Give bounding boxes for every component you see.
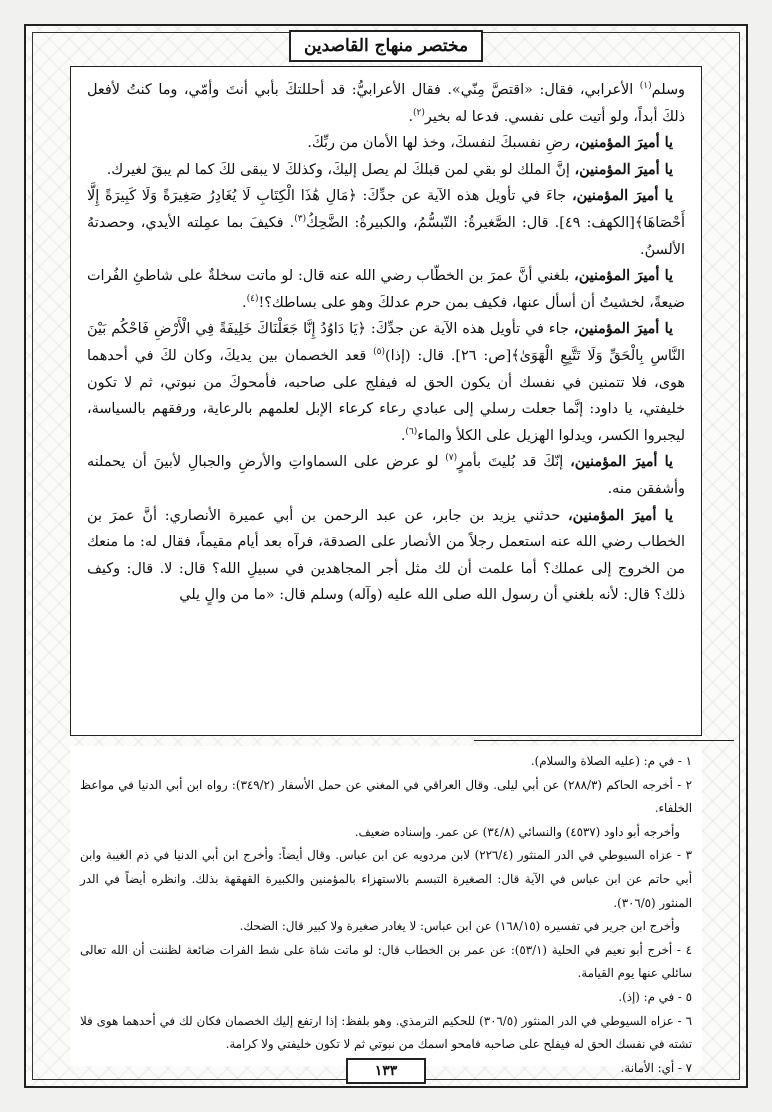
footnote-ref: (٥) [373,347,385,358]
paragraph-text: حدثني يزيد بن جابر، عن عبد الرحمن بن أبي عميرة الأنصاري: أنَّ عمرَ بن الخطاب رضي الله عنه استعمل رجلاً من الأنصار على الصدقة، فرآه بعد أيام مقيماً، فقال له: ما منعك من الخروج إلى عملك؟ أما علمت أن لك مثل أجر المجاهدين في سبيلِ الله؟ قال: لا. قال: وكيف ذلك؟ قال: لأنه بلغني أن رسول الله صلى الله عليه (وآله) وسلم قال: «ما من والٍ يلي [87,507,685,604]
paragraph-text: رضِ نفسبكَ لنفسكَ، وخذ لها الأمان من ربِّكَ. [307,135,575,152]
paragraph-text: . فكيفَ بما عمِلته الأيدي، وحصدتهُ الألسنُ. [87,214,685,258]
footnote-ref: (١) [639,81,652,92]
paragraph [87,263,685,316]
page-number-box [346,1058,426,1084]
footnote: ٢ - أخرجه الحاكم (٢٨٨/٣) عن أبي ليلى. وقال العراقي في المغني عن حمل الأسفار (٣٤٩/٢): رواه ابن أبي الدنيا في مواعظ الخلفاء. [80,777,692,816]
paragraph [87,449,685,502]
paragraph [87,316,685,449]
footnote: وأخرجه أبو داود (٤٥٣٧) والنسائي (٣٤/٨) عن عمر. وإسناده ضعيف. [354,824,680,839]
address-phrase: يا أميرَ المؤمنين، [571,187,674,205]
paragraph-text: . [242,294,247,311]
paragraph-text: . [400,427,406,444]
footnote-separator [474,740,734,741]
address-phrase: يا أميرَ المؤمنين، [574,134,673,152]
address-phrase: يا أميرَ المؤمنين، [573,320,673,338]
running-header [289,30,483,62]
paragraph [87,130,685,157]
paragraph-text: إنّكَ قد بُليتَ بأمرٍ [457,454,571,471]
paragraph-text: . [408,108,414,125]
footnote: ١ - في م: (عليه الصلاة والسلام). [530,754,692,768]
paragraph-text: لو عرض على السماواتِ والأرضِ والجبالِ لأبينَ أن يحملنه وأشفقن منه. [87,454,685,497]
paragraph-text: جاء في تأويل هذه الآية عن جدِّكَ: ﴿يَا دَاوُدُ إِنَّا جَعَلْنَاكَ خَلِيفَةً فِي الْأَرْضِ فَاحْكُم بَيْنَ النَّاسِ بِالْحَقِّ وَلَا تَتَّبِعِ الْهَوَىٰ﴾[ص: ٢٦]. قال: (إذا) [87,321,685,364]
paragraph-text: الأعرابي، فقال: «اقتصَّ مِنّي». فقال الأعرابيُّ: قد أحللتكَ بأبي أنتَ وأمّي، وما كنتُ لأفعل ذلكَ أبداً، ولو أتيت على نفسي. فدعا له بخير [87,82,685,125]
address-phrase: يا أميرَ المؤمنين، [570,453,673,471]
paragraph-text: بلغني أنَّ عمرَ بن الخطّاب رضي الله عنه قال: لو ماتت سخلةٌ على شاطئِ الفُرات ضيعةً، لخشيتُ أن أسأل عنها، فكيف بمن حرم عدلكَ وهو على بساطك؟! [87,268,685,311]
paragraph-text: وسلم [651,82,685,98]
address-phrase: يا أميرَ المؤمنين، [568,506,673,524]
paragraph-text: قعد الخصمان بين يديكَ، وكان لكَ في أحدهما هوى، فلا تتمنين في نفسك أن يكون الحق له فيفلج على صاحبه، فأمحوكَ من نبوتي، ثم لا تكون خليفتي، يا داود: إنَّما جعلت رسلي إلى عبادي رعاء كرعاء الإبل لعلمهم بالرعاية، ورفقهم بالسياسة، ليجبروا الكسر، ويدلوا الهزيل على الكلأ والماء [87,347,685,444]
paragraph [87,183,685,263]
footnote-ref: (٢) [413,107,425,118]
footnote: ٣ - عزاه السيوطي في الدر المنثور (٢٢٦/٤) لابن مردويه عن ابن عباس. وقال أيضاً: وأخرج ابن أبي الدنيا في ذم الغيبة وابن أبي حاتم عن ابن عباس في الآية قال: الصغيرة التبسم بالاستهزاء بالمؤمنين والكبيرة القهقهة بذلك. وانظره أيضاً في الدر المنثور (٣٠٦/٥). [80,848,692,910]
main-text [70,66,702,736]
address-phrase: يا أميرَ المؤمنين، [574,267,673,285]
footnote: ٧ - أي: الأمانة. [620,1060,692,1075]
footnote-ref: (٤) [246,293,259,304]
footnote: ٤ - أخرج أبو نعيم في الحلية (٥٣/١): عن عمر بن الخطاب قال: لو ماتت شاة على شط الفرات ضائعة لظننت أن الله تعالى سائلي عنها يوم القيامة. [80,942,693,981]
footnote-ref: (٦) [405,426,418,437]
paragraph [87,157,685,184]
footnote: ٥ - في م: (إذ). [618,989,692,1004]
footnote-ref: (٣) [294,214,307,225]
page-frame [24,24,748,1088]
footnote: وأخرج ابن جرير في تفسيره (١٦٨/١٥) عن ابن عباس: لا يغادر صغيرة ولا كبير قال: الضحك. [239,919,680,934]
paragraph-text: جاءَ في تأويل هذه الآية عن جدِّكَ: ﴿مَالِ هَٰذَا الْكِتَابِ لَا يُغَادِرُ صَغِيرَةً وَلَا كَبِيرَةً إِلَّا أَحْصَاهَا﴾[الكهف: ٤٩]. قال: الصَّغيرةُ: التّبسُّمُ، والكبيرةُ: الضَّحِكُ [87,188,685,231]
paragraph-text: إنَّ الملك لو بقي لمن قبلكَ لم يصل إليكَ، وكذلكَ لا يبقى لكَ كما لم يبقَ لغيرك. [106,161,575,178]
address-phrase: يا أميرَ المؤمنين، [574,160,673,178]
footnote: ٦ - عزاه السيوطي في الدر المنثور (٣٠٦/٥) للحكيم الترمذي. وهو بلفظ: إذا ارتفع إليك الخصمان فكان لك في أحدهما هوى فلا تشته في نفسك الحق له فيفلح على صاحبه فامحو اسمك من نبوتي ثم لا تكون خليفتي ولا كرامة. [80,1013,692,1052]
book-title: مختصر منهاج القاصدين [303,36,469,56]
paragraph [87,503,685,609]
paragraph [87,77,685,130]
page-number: ١٣٣ [374,1063,398,1079]
footnote-ref: (٧) [445,453,458,464]
